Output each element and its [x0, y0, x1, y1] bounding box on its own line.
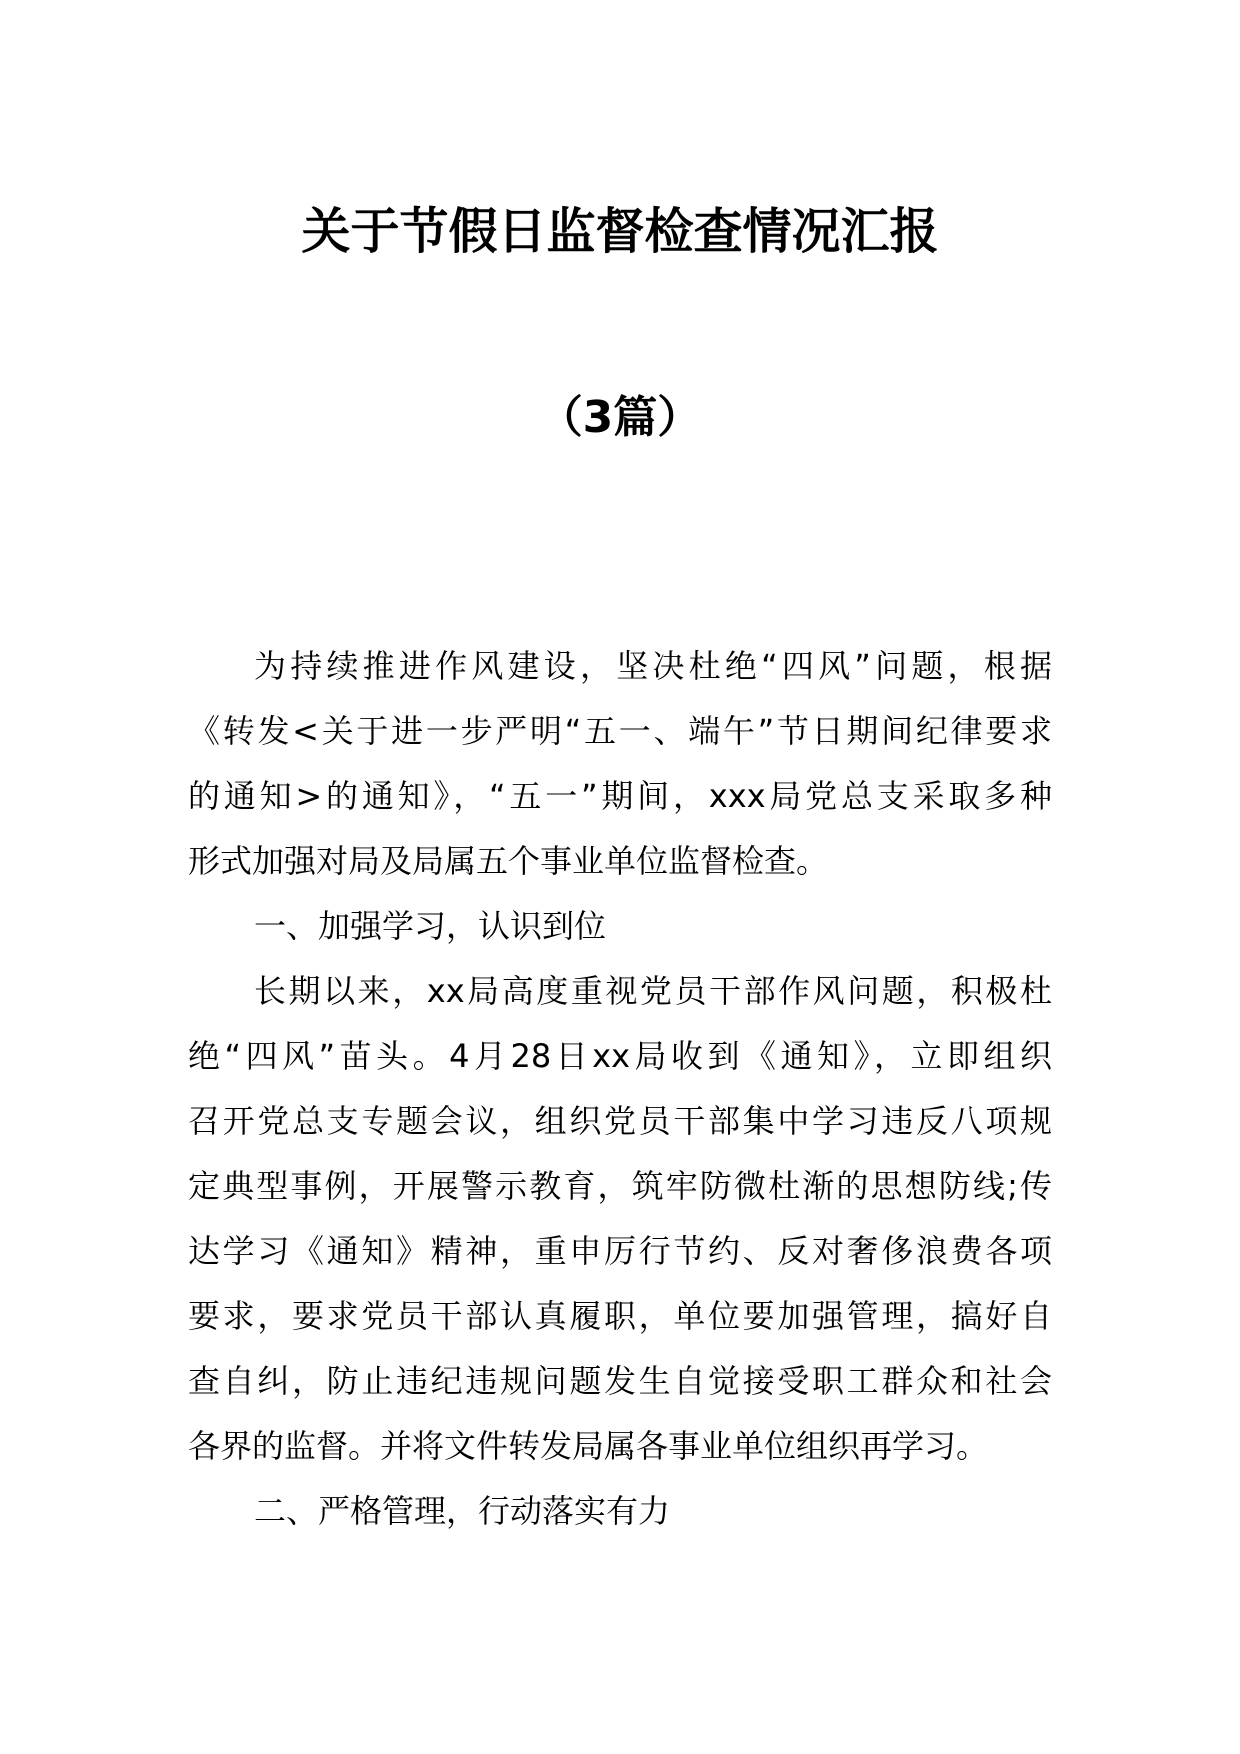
paragraph-line: 定典型事例，开展警示教育，筑牢防微杜渐的思想防线;传 — [188, 1167, 1052, 1205]
paragraph-line: 达学习《通知》精神，重申厉行节约、反对奢侈浪费各项 — [188, 1232, 1052, 1270]
paragraph-line: 为持续推进作风建设，坚决杜绝“四风”问题，根据 — [254, 647, 1052, 685]
document-subtitle: （3篇） — [538, 392, 702, 443]
paragraph-line: 绝“四风”苗头。4月28日xx局收到《通知》，立即组织 — [188, 1037, 1052, 1075]
paragraph-line: 各界的监督。并将文件转发局属各事业单位组织再学习。 — [188, 1427, 989, 1465]
paragraph-line: 查自纠，防止违纪违规问题发生自觉接受职工群众和社会 — [188, 1362, 1052, 1400]
document-title: 关于节假日监督检查情况汇报 — [301, 203, 939, 260]
document-body — [188, 642, 1052, 1552]
paragraph-line: 《转发<关于进一步严明“五一、端午”节日期间纪律要求 — [188, 712, 1052, 750]
paragraph-line: 要求，要求党员干部认真履职，单位要加强管理，搞好自 — [188, 1297, 1052, 1335]
section-1-paragraph — [188, 967, 1052, 1487]
paragraph-line: 长期以来，xx局高度重视党员干部作风问题，积极杜 — [254, 972, 1052, 1010]
paragraph-line: 的通知>的通知》，“五一”期间，xxx局党总支采取多种 — [188, 777, 1052, 815]
paragraph-line: 召开党总支专题会议，组织党员干部集中学习违反八项规 — [188, 1102, 1052, 1140]
intro-paragraph — [188, 642, 1052, 902]
paragraph-line: 形式加强对局及局属五个事业单位监督检查。 — [188, 842, 829, 880]
section-heading-2: 二、严格管理，行动落实有力 — [254, 1492, 671, 1530]
section-heading-1: 一、加强学习，认识到位 — [254, 907, 607, 945]
